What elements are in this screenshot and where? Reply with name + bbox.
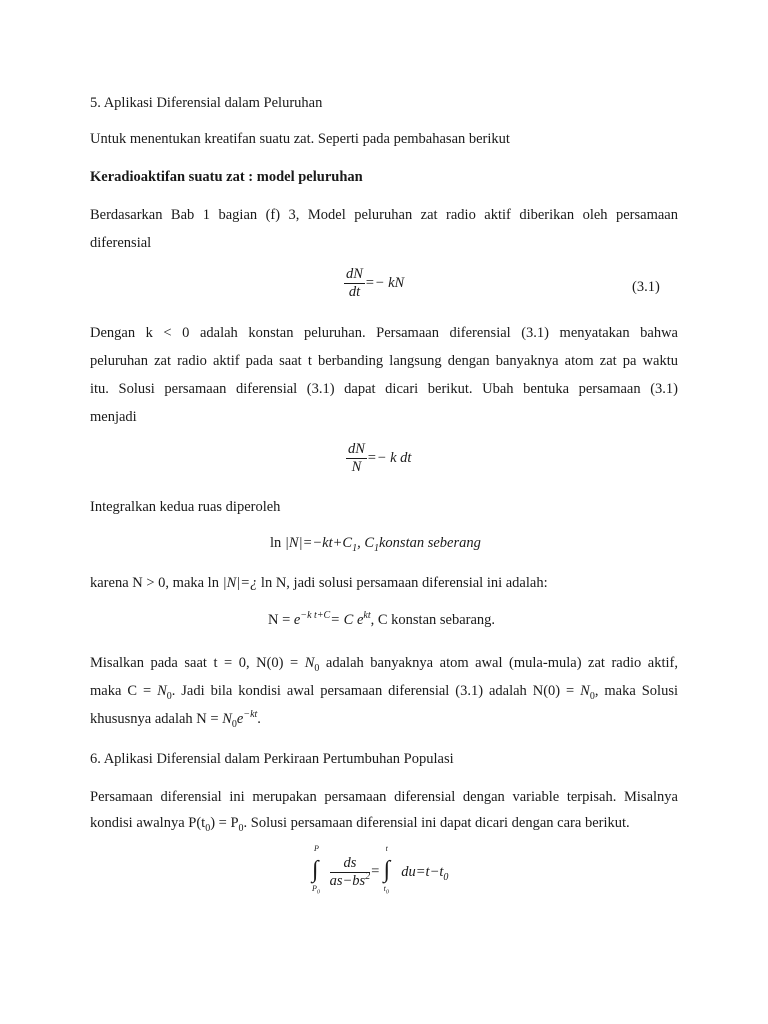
paragraph-3-line-1: [90, 654, 678, 672]
fraction-denominator: [329, 870, 371, 890]
subscript: 0: [314, 662, 320, 674]
fraction-denominator: N: [351, 459, 362, 475]
karena-before: karena N > 0, maka ln: [90, 575, 223, 591]
section-5-subheading: Keradioaktifan suatu zat : model peluruhan: [90, 169, 363, 185]
text-run: , maka Solusi: [594, 683, 679, 699]
equals-sign: =: [370, 863, 380, 880]
text-run: adalah banyaknya atom awal (mula-mula) zat radio aktif,: [319, 655, 678, 671]
exponent-part: −k: [300, 610, 315, 622]
fraction-numerator: dN: [346, 266, 363, 282]
equation-mid: =−kt+C: [302, 535, 353, 551]
lower-limit-symbol: P: [312, 884, 317, 893]
fraction-numerator: dN: [348, 441, 365, 457]
lower-limit-symbol: t: [383, 884, 386, 893]
karena-after: ln N, jadi solusi persamaan diferensial ini adalah:: [257, 575, 548, 591]
paragraph-2-line-3: itu. Solusi persamaan diferensial (3.1) dapat dicari berikut. Ubah bentuka persamaan (3.1): [90, 381, 678, 397]
upper-limit: t: [385, 844, 388, 853]
exponent-part: t: [314, 610, 317, 622]
section-6-heading: 6. Aplikasi Diferensial dalam Perkiraan Pertumbuhan Populasi: [90, 751, 454, 767]
subscript: 0: [385, 889, 389, 896]
rhs-text: du=t−t: [401, 863, 444, 880]
fraction-ds: [330, 855, 371, 890]
integral-sign: ∫ P $P_0$: [312, 844, 320, 896]
paragraph-2-line-4: menjadi: [90, 409, 137, 425]
text-run: . Jadi bila kondisi awal persamaan diferensial (3.1) adalah N(0) =: [171, 683, 581, 699]
equation-comma: , C: [357, 535, 374, 551]
paragraph-2-line-2: peluruhan zat radio aktif pada saat t berbanding langsung dengan banyaknya atom zat pa waktu: [90, 353, 678, 369]
integral-rhs: [401, 863, 449, 883]
section-6-line-2: [90, 814, 630, 832]
fraction-dn-n: [346, 441, 367, 476]
equation-rhs: =− k dt: [366, 449, 412, 466]
exponent-part: +C: [316, 610, 331, 622]
denominator-text: as−bs: [329, 872, 366, 889]
text-run: khususnya adalah N =: [90, 711, 223, 727]
solution-tail: , C konstan sebarang.: [370, 612, 496, 628]
paragraph-3-line-3: [90, 710, 261, 728]
exp-base: e: [293, 612, 301, 628]
upper-limit: P: [314, 844, 319, 853]
n-symbol: N: [157, 683, 167, 699]
exp-base: e: [236, 711, 244, 727]
lower-limit: [312, 884, 320, 896]
text-run: .: [257, 711, 261, 727]
solution-eq: = C e: [330, 612, 364, 628]
text-run: maka C =: [90, 683, 158, 699]
equation-separated: [346, 441, 411, 476]
subscript: 0: [205, 822, 211, 834]
fraction-numerator: ds: [330, 855, 371, 873]
paragraph-2-line-1: Dengan k < 0 adalah konstan peluruhan. Persamaan diferensial (3.1) menyatakan bahwa: [90, 325, 678, 341]
n-symbol: N: [222, 711, 232, 727]
karena-line: [90, 574, 548, 592]
equation-integral: [312, 844, 449, 896]
n-symbol: N: [304, 655, 315, 671]
solution-lhs: N =: [268, 612, 294, 628]
subscript: 1: [373, 542, 379, 554]
paragraph-3-line-2: [90, 682, 678, 700]
subscript: 0: [316, 889, 320, 896]
section-5-heading: 5. Aplikasi Diferensial dalam Peluruhan: [90, 95, 323, 111]
exponent: −kt: [243, 709, 258, 721]
n-symbol: N: [580, 683, 590, 699]
subscript: 0: [238, 822, 244, 834]
equation-ln: [270, 535, 481, 552]
equation-rhs: =− kN: [364, 274, 405, 291]
abs-n: |N|: [222, 575, 241, 591]
subscript: 0: [166, 690, 172, 702]
fraction-denominator: dt: [348, 284, 361, 300]
lower-limit: [383, 884, 389, 896]
fraction-dn-dt: [344, 266, 365, 301]
abs-n: |N|: [284, 535, 303, 551]
exponent: [300, 610, 330, 621]
exponent: kt: [363, 610, 371, 622]
section-6-line-1: Persamaan diferensial ini merupakan persamaan diferensial dengan variable terpisah. Misalnya: [90, 789, 678, 805]
equation-tail: konstan seberang: [378, 535, 481, 551]
exponent: 2: [365, 870, 371, 882]
section-5-intro: Untuk menentukan kreatifan suatu zat. Seperti pada pembahasan berikut: [90, 131, 510, 147]
subscript: 0: [231, 718, 237, 730]
karena-eq: =¿: [240, 575, 258, 591]
paragraph-1-line-1: Berdasarkan Bab 1 bagian (f) 3, Model peluruhan zat radio aktif diberikan oleh persamaan: [90, 207, 678, 223]
text-run: ) = P: [210, 815, 239, 831]
subscript: 0: [589, 690, 595, 702]
text-run: kondisi awalnya P(t: [90, 815, 206, 831]
equation-number: (3.1): [632, 279, 660, 295]
integrate-text: Integralkan kedua ruas diperoleh: [90, 499, 281, 515]
ln-prefix: ln: [270, 535, 285, 551]
text-run: . Solusi persamaan diferensial ini dapat dicari dengan cara berikut.: [243, 815, 630, 831]
subscript: 0: [443, 871, 449, 883]
equation-3-1: [344, 266, 404, 301]
subscript: 1: [352, 542, 358, 554]
integral-sign: ∫ t $t_0$: [383, 844, 391, 896]
text-run: Misalkan pada saat t = 0, N(0) =: [90, 655, 305, 671]
paragraph-1-line-2: diferensial: [90, 235, 152, 251]
equation-solution: [268, 612, 495, 629]
